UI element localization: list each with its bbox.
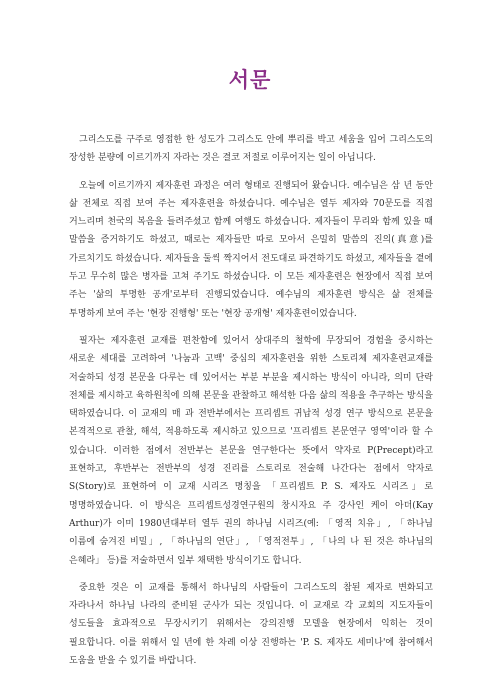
body-text [69, 131, 433, 679]
paragraph: 중요한 것은 이 교재를 통해서 하나님의 사람들이 그리스도의 참된 제자로 변화되고 자라나서 하나님 나라의 준비된 군사가 되는 것입니다. 이 교재로 각 교회의 지도자들이 성도들을 효과적으로 무장시키기 위해서는 강의진행 모델을 현장에서 익히는 것이 필요합니다. 이를 위해서 일 년에 한 차례 이상 진행하는 'P. S. 제자도 세미나'에 참여해서 도움을 받을 수 있기를 바랍니다. [69, 582, 433, 667]
page-title: 서문 [228, 68, 272, 92]
paragraph: 오늘에 이르기까지 제자훈련 과정은 여러 형태로 진행되어 왔습니다. 예수님은 삼 년 동안 삶 전체로 직접 보여 주는 제자훈련을 하셨습니다. 예수님은 열두 제자와 70문도를 직접 거느리며 천국의 복음을 들려주셨고 함께 여행도 하셨습니다. 제자들이 무리와 함께 있을 때 말씀을 증거하기도 하셨고, 때로는 제자들만 따로 모아서 은밀히 말씀의 진의(真意)를 가르치기도 하셨습니다. 제자들을 둘씩 짝지어서 전도대로 파견하기도 하셨고, 제자들을 곁에 두고 무수히 많은 병자를 고쳐 주기도 하셨습니다. 이 모든 제자훈련은 현장에서 직접 보여 주는 '삶의 투명한 공개'로부터 진행되었습니다. 예수님의 제자훈련 방식은 삶 전체를 투명하게 보여 주는 '현장 진행형' 또는 '현장 공개형' 제자훈련이었습니다. [69, 180, 433, 319]
paragraph: 그리스도를 구주로 영접한 한 성도가 그리스도 안에 뿌리를 박고 세움을 입어 그리스도의 장성한 분량에 이르기까지 자라는 것은 결코 저절로 이루어지는 일이 아닙니다. [69, 135, 433, 164]
paragraph: 필자는 제자훈련 교재를 편찬함에 있어서 상대주의 철학에 무장되어 경험을 중시하는 새로운 세대를 고려하여 '나눔과 고백' 중심의 제자훈련을 위한 스토리체 제자훈련교재를 저술하되 성경 본문을 다루는 데 있어서는 부분 부분을 제시하는 방식이 아니라, 의미 단락 전체를 제시하고 육하원칙에 의해 본문을 관찰하고 해석한 다음 삶의 적용을 추구하는 방식을 택하였습니다. 이 교재의 매 과 전반부에서는 프리셉트 귀납적 성경 연구 방식으로 본문을 본격적으로 관찰, 해석, 적용하도록 제시하고 있으므로 '프리셉트 본문연구 영역'이라 할 수 있습니다. 이러한 점에서 전반부는 본문을 연구한다는 뜻에서 약자로 P(Precept)라고 표현하고, 후반부는 전반부의 성경 진리를 스토리로 전술해 나간다는 점에서 약자로 S(Story)로 표현하여 이 교재 시리즈 명칭을 「프리셉트 P. S. 제자도 시리즈」로 명명하였습니다. 이 방식은 프리셉트성경연구원의 창시자요 주 강사인 케이 아더(Kay Arthur)가 이미 1980년대부터 열두 권의 하나님 시리즈(예: 「영적 치유」, 「하나님 이름에 숨겨진 비밀」, 「하나님의 연단」, 「영적전투」, 「나의 나 된 것은 하나님의 은혜라」 등)를 저술하면서 일부 채택한 방식이기도 합니다. [69, 335, 433, 566]
